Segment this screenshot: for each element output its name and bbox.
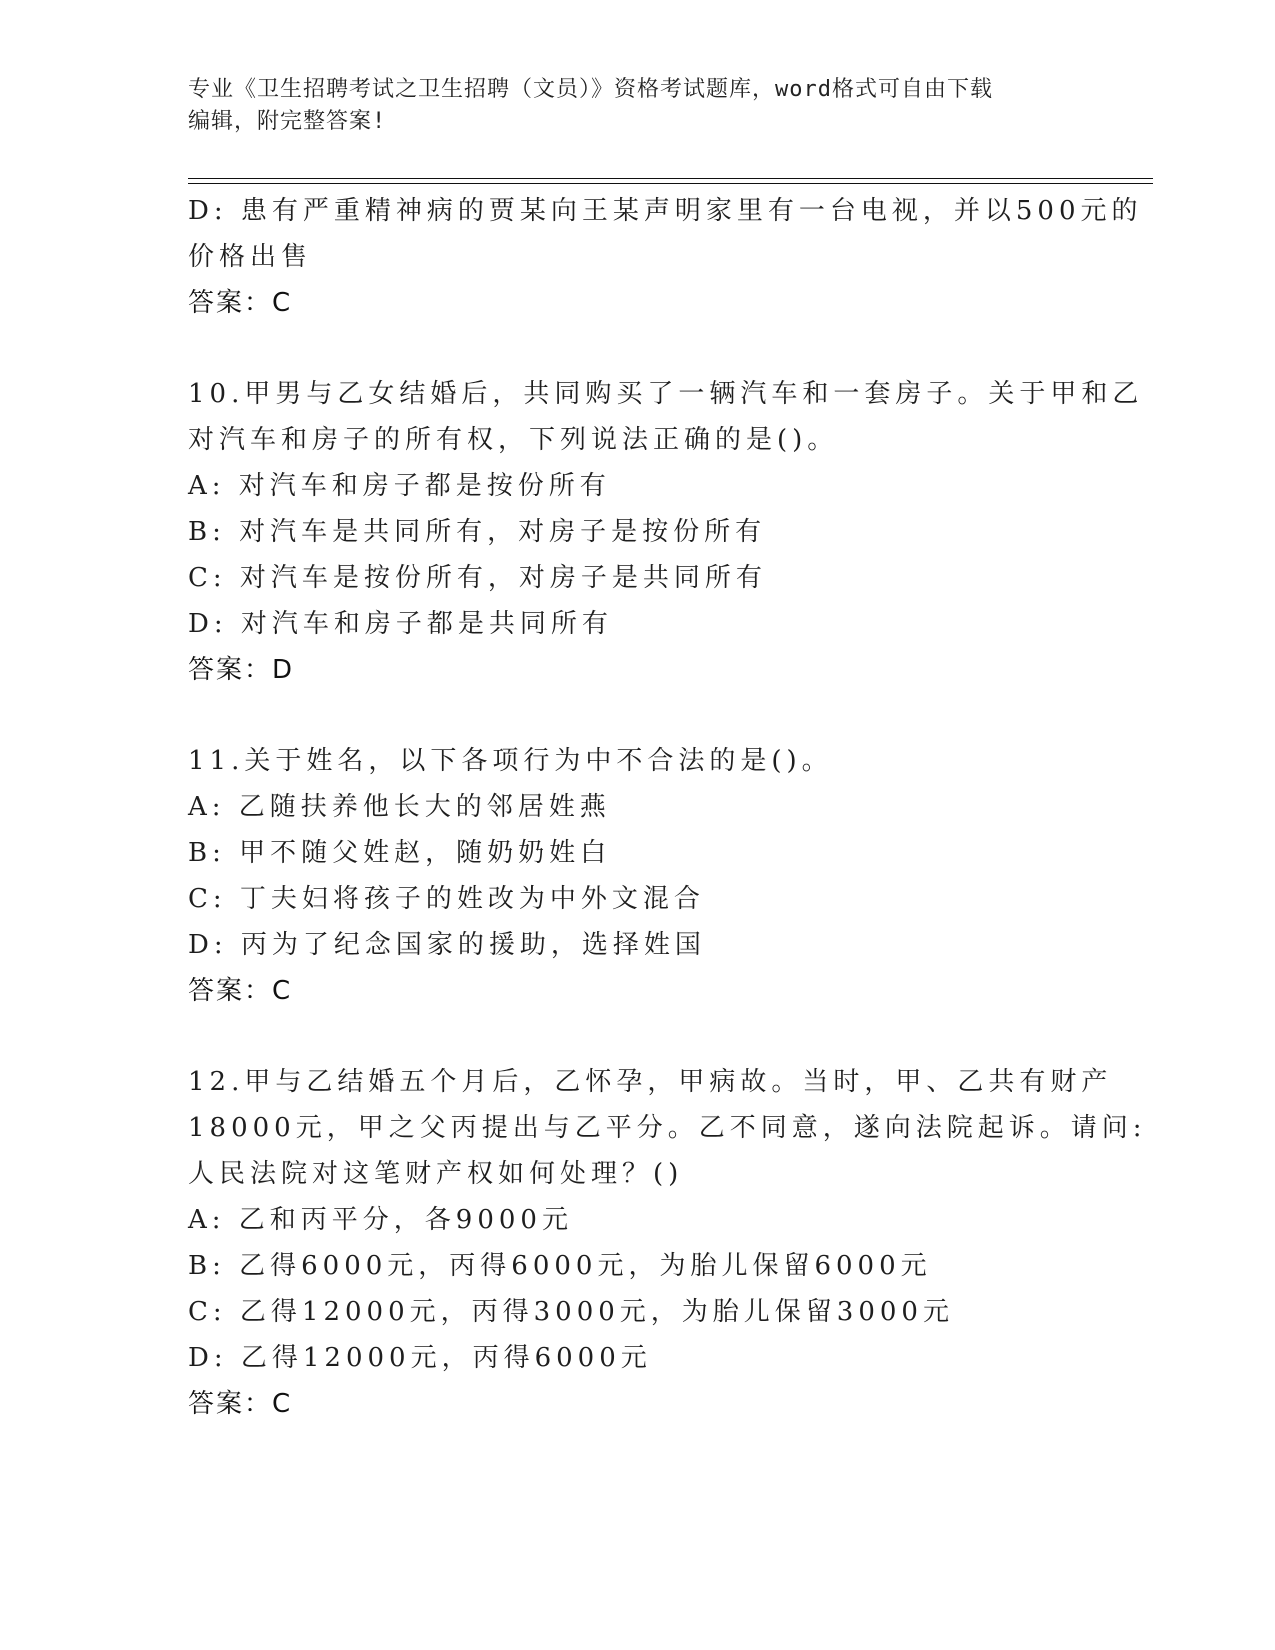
answer-line: 答案：D — [188, 655, 295, 685]
option-b: B: 对汽车是共同所有，对房子是按份所有 — [188, 517, 767, 547]
option-a: A: 对汽车和房子都是按份所有 — [188, 471, 611, 501]
option-b: B: 甲不随父姓赵，随奶奶姓白 — [188, 838, 612, 868]
answer-line: 答案：C — [188, 288, 293, 318]
answer-line: 答案：C — [188, 1389, 293, 1419]
spacer — [188, 693, 1088, 738]
header-text-line-2: 编辑，附完整答案! — [188, 109, 387, 134]
option-b: B: 乙得6000元，丙得6000元，为胎儿保留6000元 — [188, 1251, 932, 1281]
question-stem-line: 12.甲与乙结婚五个月后，乙怀孕，甲病故。当时，甲、乙共有财产 — [188, 1067, 1113, 1097]
answer-line: 答案：C — [188, 976, 293, 1006]
question-stem-line: 人民法院对这笔财产权如何处理？() — [188, 1159, 684, 1189]
option-d-line-2: 价格出售 — [188, 242, 313, 272]
question-12 — [188, 1059, 1147, 1427]
spacer — [188, 1014, 1088, 1059]
spacer — [188, 326, 1088, 371]
option-d-line-1: D: 患有严重精神病的贾某向王某声明家里有一台电视，并以500元的 — [188, 196, 1143, 226]
option-c: C: 对汽车是按份所有，对房子是共同所有 — [188, 563, 767, 593]
document-header — [188, 74, 1088, 138]
question-10 — [188, 371, 1144, 693]
header-text-line-1: 专业《卫生招聘考试之卫生招聘（文员）》资格考试题库，word格式可自由下载 — [188, 77, 993, 102]
option-c: C: 乙得12000元，丙得3000元，为胎儿保留3000元 — [188, 1297, 954, 1327]
option-c: C: 丁夫妇将孩子的姓改为中外文混合 — [188, 884, 705, 914]
header-divider-top — [188, 178, 1153, 179]
previous-question-tail — [188, 188, 1143, 326]
option-d: D: 丙为了纪念国家的援助，选择姓国 — [188, 930, 706, 960]
question-11 — [188, 738, 1088, 1014]
header-divider-bottom — [188, 183, 1153, 184]
question-stem-line: 18000元，甲之父丙提出与乙平分。乙不同意，遂向法院起诉。请问: — [188, 1113, 1147, 1143]
question-stem-line: 10.甲男与乙女结婚后，共同购买了一辆汽车和一套房子。关于甲和乙 — [188, 379, 1144, 409]
question-stem-line: 对汽车和房子的所有权，下列说法正确的是()。 — [188, 425, 839, 455]
option-d: D: 对汽车和房子都是共同所有 — [188, 609, 613, 639]
option-a: A: 乙和丙平分，各9000元 — [188, 1205, 573, 1235]
question-list — [188, 188, 1147, 1427]
question-stem-line: 11.关于姓名，以下各项行为中不合法的是()。 — [188, 746, 833, 776]
option-a: A: 乙随扶养他长大的邻居姓燕 — [188, 792, 611, 822]
option-d: D: 乙得12000元，丙得6000元 — [188, 1343, 652, 1373]
